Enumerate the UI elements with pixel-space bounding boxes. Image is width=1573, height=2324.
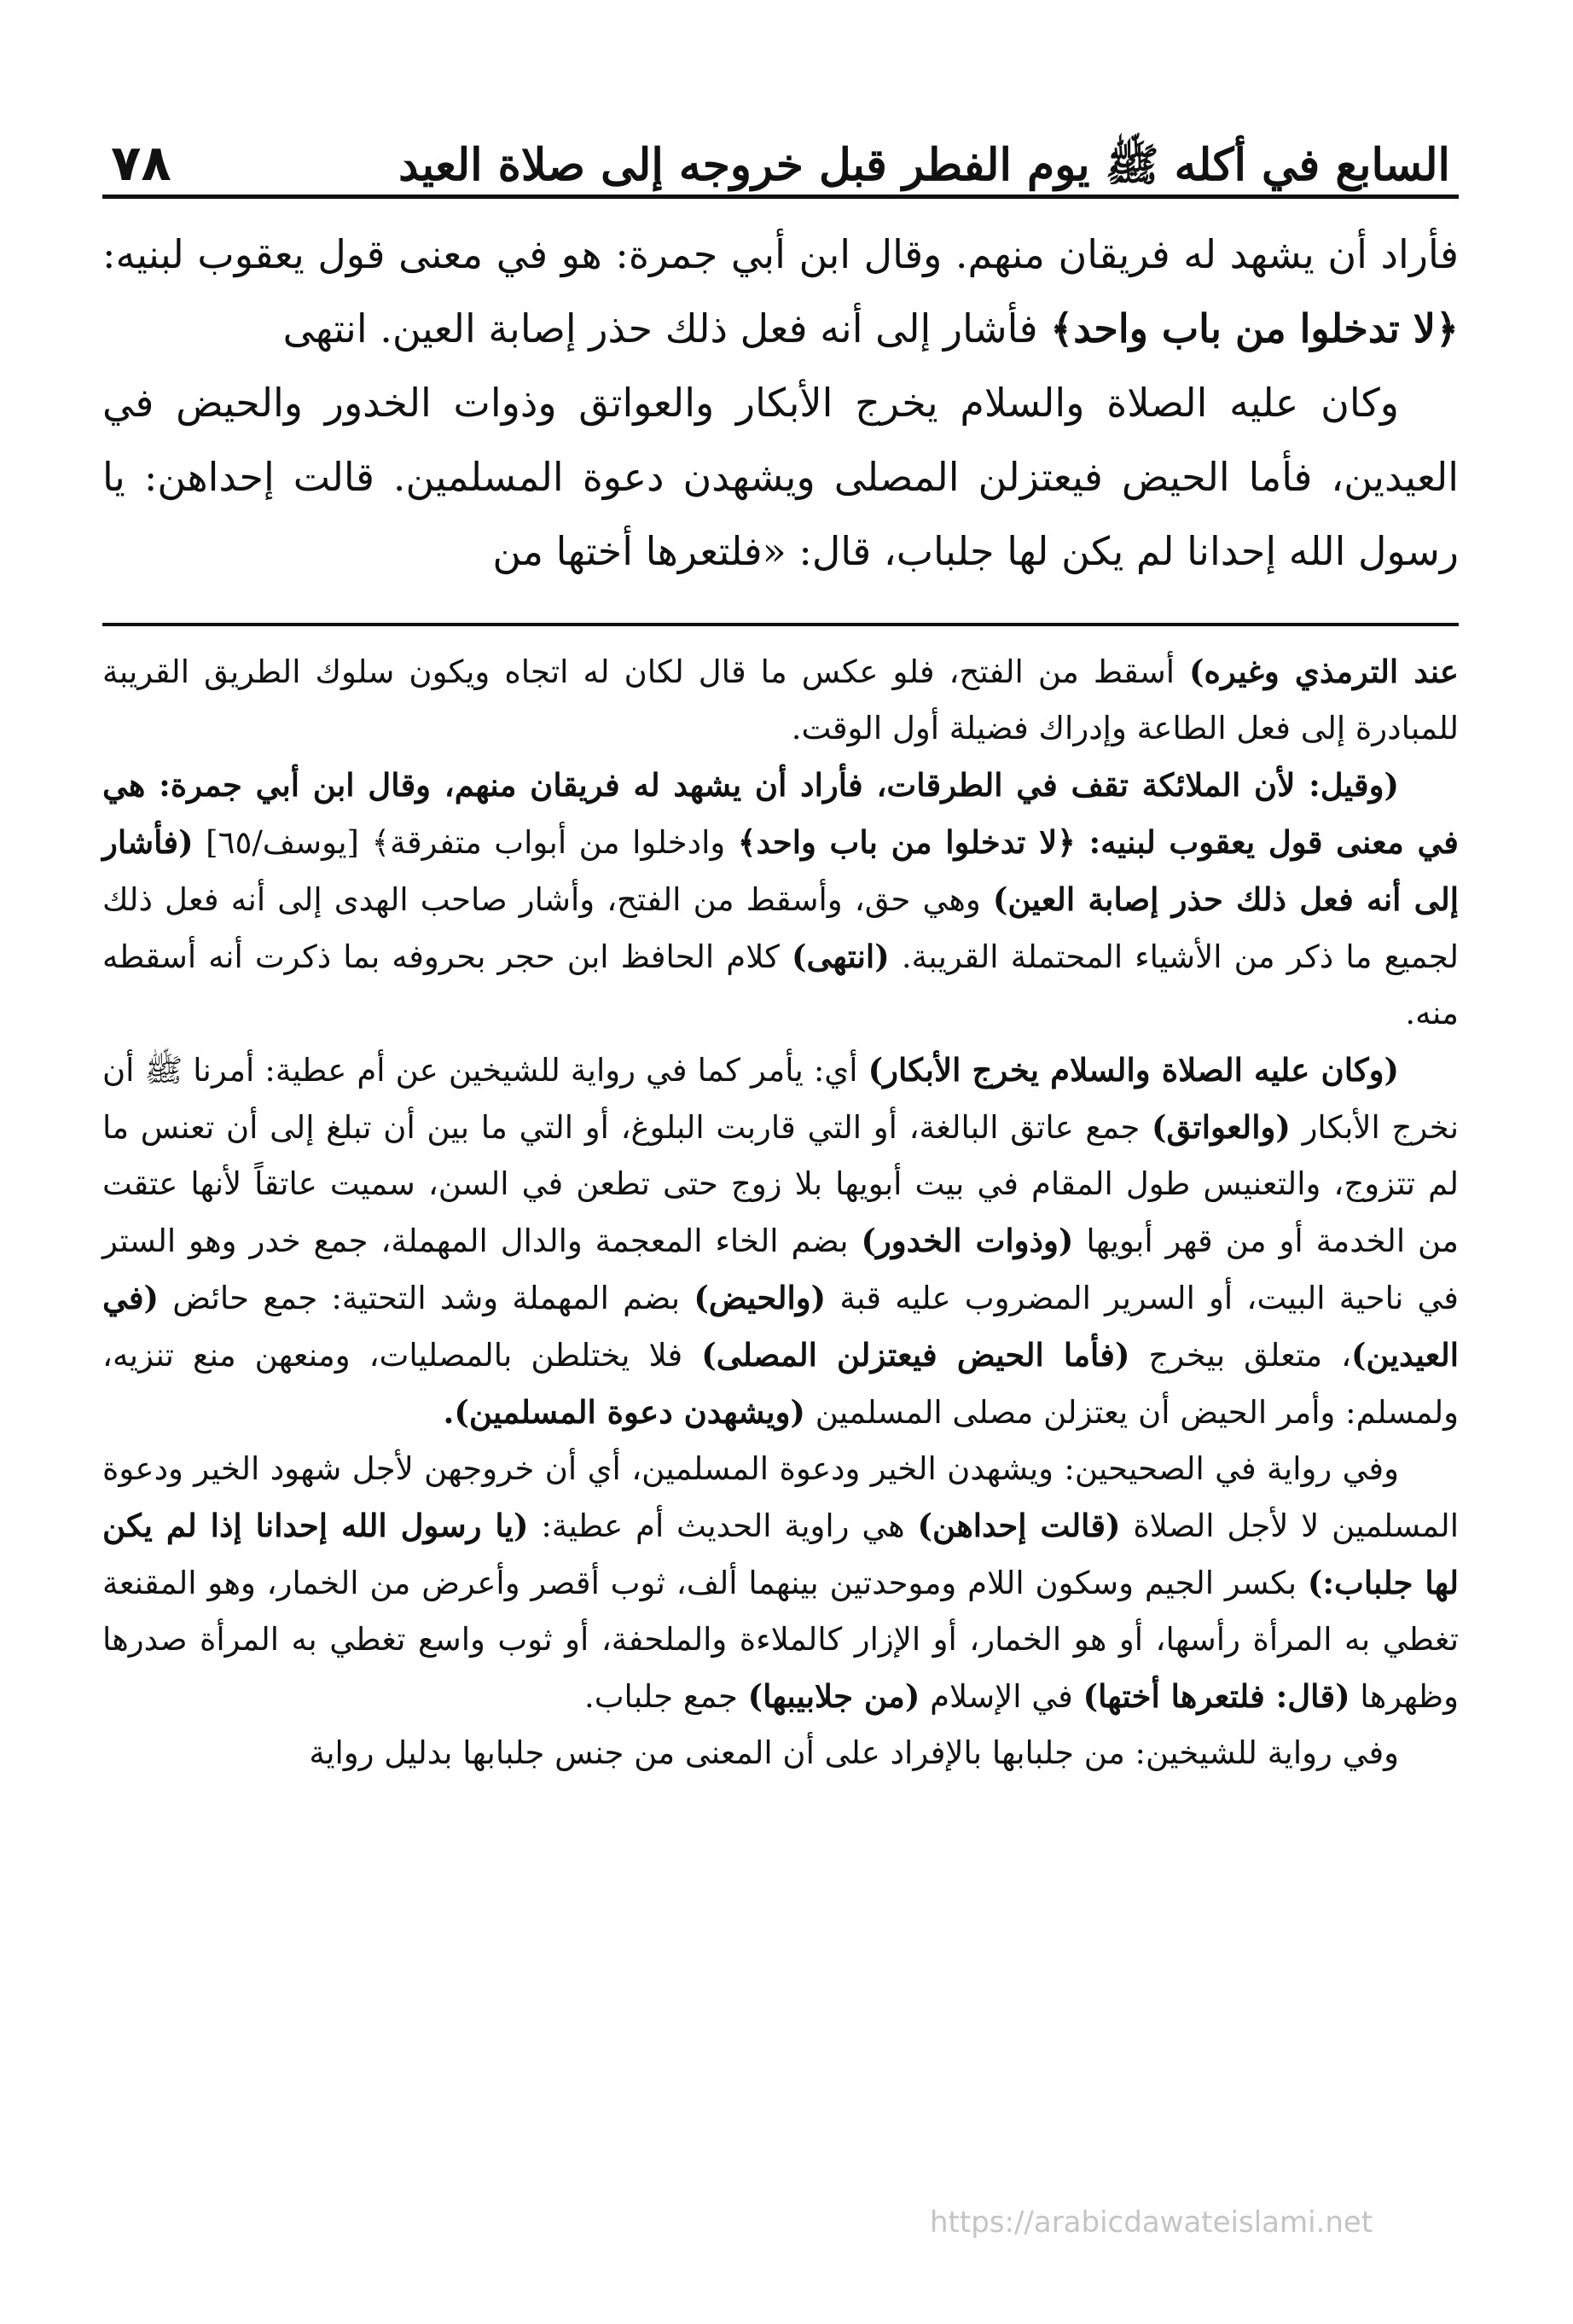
commentary-segment: في الإسلام <box>920 1678 1083 1715</box>
commentary-segment: بكسر الجيم وسكون اللام وموحدتين بينهما ألف، ثوب أقصر وأعرض من الخمار، وهو المقنعة تغطي به المرأة رأسها، أو هو الخمار، أو الإزار كالملاءة والملحفة، أو ثوب واسع تغطي به المرأة صدرها وظهرها <box>102 1565 1459 1715</box>
commentary-paragraph-5: وفي رواية للشيخين: من جلبابها بالإفراد على أن المعنى من جنس جلبابها بدليل رواية <box>309 1734 1399 1771</box>
page-number: ٧٨ <box>111 134 171 192</box>
commentary-segment: فلا يختلطن بالمصليات، ومنعهن منع تنزيه، ولمسلم: وأمر الحيض أن يعتزلن مصلى المسلمين <box>102 1337 1459 1431</box>
commentary-text <box>102 643 1459 1781</box>
commentary-segment: وهي حق، وأسقط من الفتح، وأشار صاحب الهدى إلى أنه فعل ذلك لجميع ما ذكر من الأشياء المحتملة القريبة. <box>102 881 1459 975</box>
commentary-segment: بضم المهملة وشد التحتية: جمع حائض <box>159 1280 694 1316</box>
footnote-separator <box>102 623 1459 626</box>
commentary-segment: وفي رواية في الصحيحين: ويشهدن الخير ودعوة المسلمين، أي أن خروجهن لأجل شهود الخير ودعوة المسلمين لا لأجل الصلاة <box>102 1450 1459 1544</box>
bold-quote: (قال: فلتعرها أختها) <box>1083 1677 1350 1715</box>
bold-quote: (والحيض) <box>694 1279 827 1316</box>
commentary-segment: ، متعلق بيخرج <box>1129 1337 1352 1374</box>
bold-quote: (فأشار إلى أنه فعل ذلك حذر إصابة العين) <box>102 823 1460 918</box>
main-paragraph-2: وكان عليه الصلاة والسلام يخرج الأبكار والعواتق وذوات الخدور والحيض في العيدين، فأما الحيض فيعتزلن المصلى ويشهدن دعوة المسلمين. قالت إحداهن: يا رسول الله إحدانا لم يكن لها جلباب، قال: «فلتعرها أختها من <box>102 380 1459 574</box>
main-text-segment: فأشار إلى أنه فعل ذلك حذر إصابة العين. انتهى <box>282 305 1051 352</box>
running-title: السابع في أكله ﷺ يوم الفطر قبل خروجه إلى صلاة العيد <box>398 139 1450 191</box>
bold-quote: (قالت إحداهن) <box>917 1507 1121 1544</box>
bold-quote: (والعواتق) <box>1152 1108 1291 1146</box>
bold-quote: (من جلابيبها) <box>747 1677 920 1715</box>
commentary-paragraph-2 <box>102 757 1459 1042</box>
commentary-paragraph-1 <box>102 643 1459 757</box>
commentary-paragraph-3 <box>102 1042 1459 1441</box>
bold-quote: (فأما الحيض فيعتزلن المصلى) <box>701 1336 1130 1374</box>
main-text-segment: فأراد أن يشهد له فريقان منهم. وقال ابن أبي جمرة: هو في معنى قول يعقوب لبنيه: <box>102 231 1459 277</box>
bold-quote: (وقيل: لأن الملائكة تقف في الطرقات، فأراد أن يشهد له فريقان منهم، وقال ابن أبي جمرة: هي في معنى قول يعقوب لبنيه: ﴿لا تدخلوا من باب واحد﴾ <box>102 766 1459 861</box>
bold-quote: (في العيدين) <box>102 1279 1460 1374</box>
commentary-segment: وادخلوا من أبواب متفرقة﴾ [يوسف/٦٥] <box>193 824 738 861</box>
page-header <box>102 102 1459 199</box>
bold-quote: (يا رسول الله إحدانا إذا لم يكن لها جلباب:) <box>102 1507 1459 1601</box>
quran-quote: ﴿لا تدخلوا من باب واحد﴾ <box>1050 305 1459 352</box>
bold-quote: (انتهى) <box>792 938 890 975</box>
commentary-segment: أي: يأمر كما في رواية للشيخين عن أم عطية: أمرنا ﷺ أن نخرج الأبكار <box>102 1052 1459 1146</box>
bold-quote: (وذوات الخدور) <box>861 1222 1074 1259</box>
bold-quote: (وكان عليه الصلاة والسلام يخرج الأبكار) <box>868 1051 1399 1089</box>
commentary-segment: بضم الخاء المعجمة والدال المهملة، جمع خدر وهو الستر في ناحية البيت، أو السرير المضروب عليه قبة <box>102 1223 1459 1316</box>
watermark: https://arabicdawateislami.net <box>930 2205 1373 2240</box>
commentary-segment: هي راوية الحديث أم عطية: <box>528 1508 918 1544</box>
main-text <box>102 218 1459 589</box>
commentary-segment: أسقط من الفتح، فلو عكس ما قال لكان له اتجاه ويكون سلوك الطريق القريبة للمبادرة إلى فعل الطاعة وإدراك فضيلة أول الوقت. <box>102 654 1459 747</box>
commentary-segment: جمع جلباب. <box>583 1678 748 1715</box>
bold-quote: عند الترمذي وغيره) <box>1189 653 1459 690</box>
commentary-segment: كلام الحافظ ابن حجر بحروفه بما ذكرت أنه أسقطه منه. <box>102 938 1459 1031</box>
bold-quote: (ويشهدن دعوة المسلمين). <box>443 1393 805 1431</box>
main-paragraph-1 <box>102 218 1459 366</box>
commentary-segment: جمع عاتق البالغة، أو التي قاربت البلوغ، أو التي ما بين أن تبلغ إلى أن تعنس ما لم تتزوج، والتعنيس طول المقام في بيت أبويها بلا زوج حتى تطعن في السن، سميت عاتقاً لأنها عتقت من الخدمة أو من قهر أبويها <box>102 1109 1459 1259</box>
commentary-paragraph-4 <box>102 1441 1459 1725</box>
book-page <box>102 102 1459 2252</box>
